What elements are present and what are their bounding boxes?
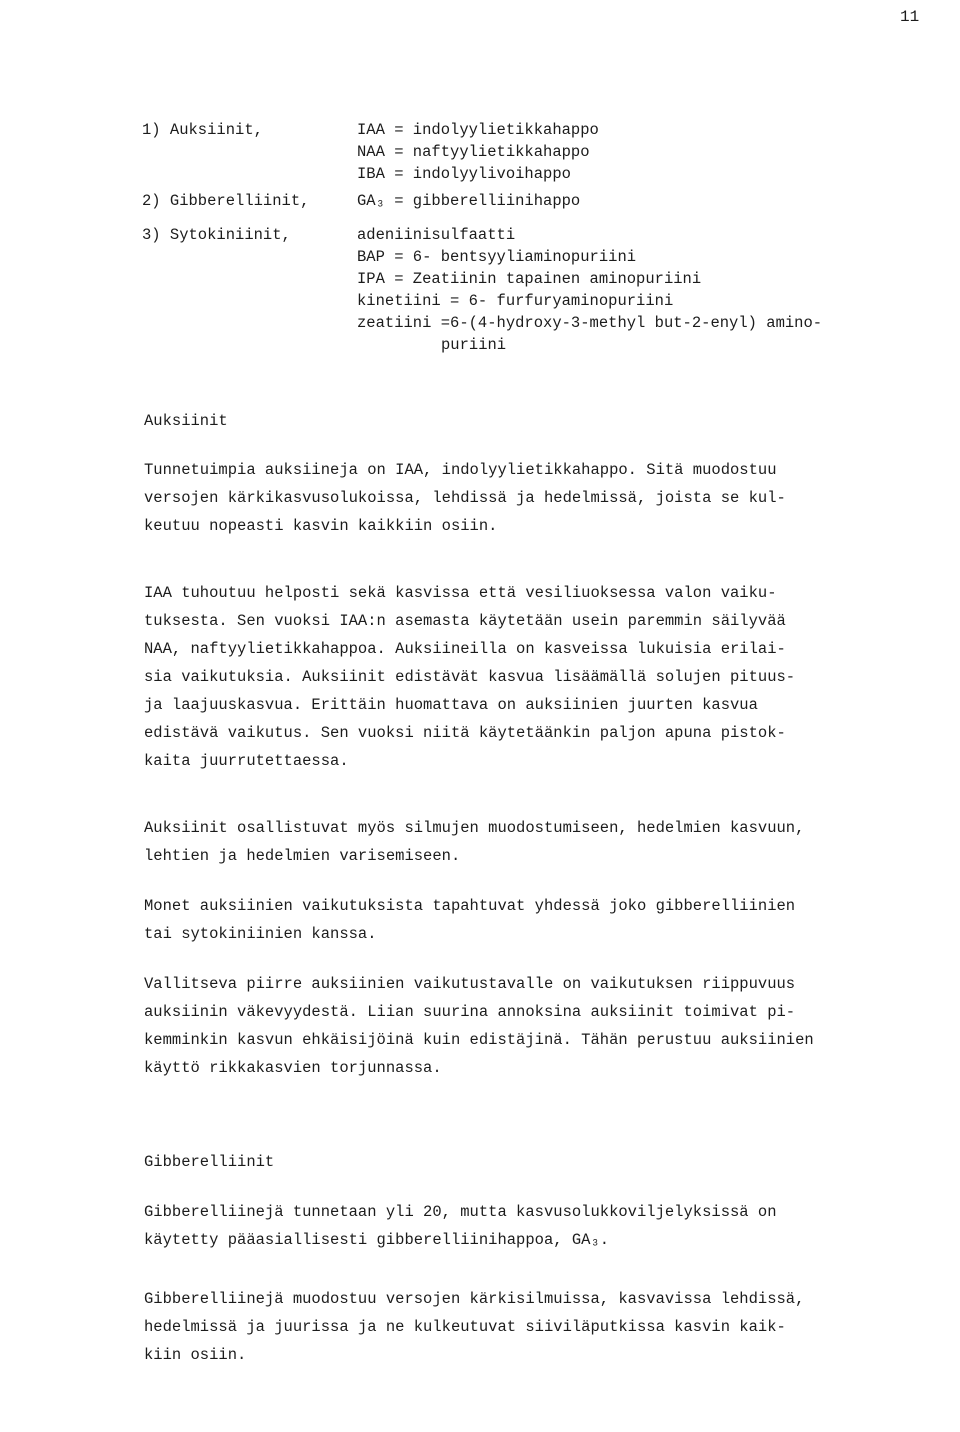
- text-line: lehtien ja hedelmien varisemiseen.: [144, 847, 461, 865]
- paragraph: [144, 814, 944, 870]
- paragraph: [144, 579, 944, 775]
- paragraph: [144, 1198, 944, 1254]
- list-entry: adeniinisulfaatti: [357, 226, 516, 244]
- text-line: auksiinin väkevyydestä. Liian suurina annoksina auksiinit toimivat pi-: [144, 1003, 796, 1021]
- list-entry: GA₃ = gibberelliinihappo: [357, 192, 581, 210]
- list-entry: BAP = 6- bentsyyliaminopuriini: [357, 248, 637, 266]
- paragraph: [144, 456, 944, 540]
- text-line: ja laajuuskasvua. Erittäin huomattava on auksiinien juurten kasvua: [144, 696, 758, 714]
- paragraph: [144, 970, 944, 1082]
- text-line: IAA tuhoutuu helposti sekä kasvissa että vesiliuoksessa valon vaiku-: [144, 584, 777, 602]
- text-line: hedelmissä ja juurissa ja ne kulkeutuvat siiviläputkissa kasvin kaik-: [144, 1318, 786, 1336]
- text-line: sia vaikutuksia. Auksiinit edistävät kasvua lisäämällä solujen pituus-: [144, 668, 796, 686]
- text-line: Gibberelliinejä tunnetaan yli 20, mutta kasvusolukkoviljelyksissä on: [144, 1203, 777, 1221]
- text-line: Auksiinit osallistuvat myös silmujen muodostumiseen, hedelmien kasvuun,: [144, 819, 805, 837]
- text-line: versojen kärkikasvusolukoissa, lehdissä ja hedelmissä, joista se kul-: [144, 489, 786, 507]
- text-line: Gibberelliinejä muodostuu versojen kärkisilmuissa, kasvavissa lehdissä,: [144, 1290, 805, 1308]
- text-line: kemminkin kasvun ehkäisijöinä kuin edistäjinä. Tähän perustuu auksiinien: [144, 1031, 814, 1049]
- list-entry: IBA = indolyylivoihappo: [357, 165, 571, 183]
- section-heading-gibberellins: Gibberelliinit: [144, 1153, 275, 1171]
- list-entry: kinetiini = 6- furfuryaminopuriini: [357, 292, 674, 310]
- list-entry: IPA = Zeatiinin tapainen aminopuriini: [357, 270, 702, 288]
- list-label-cytokinins: 3) Sytokiniinit,: [142, 226, 291, 244]
- paragraph: [144, 892, 944, 948]
- list-entry: puriini: [441, 336, 507, 354]
- text-line: käytetty pääasiallisesti gibberelliinihappoa, GA₃.: [144, 1231, 610, 1249]
- text-line: kiin osiin.: [144, 1346, 247, 1364]
- list-label-auxins: 1) Auksiinit,: [142, 121, 263, 139]
- text-line: tai sytokiniinien kanssa.: [144, 925, 377, 943]
- text-line: tuksesta. Sen vuoksi IAA:n asemasta käytetään usein paremmin säilyvää: [144, 612, 786, 630]
- text-line: Vallitseva piirre auksiinien vaikutustavalle on vaikutuksen riippuvuus: [144, 975, 796, 993]
- section-heading-auxins: Auksiinit: [144, 412, 228, 430]
- text-line: kaita juurrutettaessa.: [144, 752, 349, 770]
- list-label-gibberellins: 2) Gibberelliinit,: [142, 192, 310, 210]
- list-entry: zeatiini =6-(4-hydroxy-3-methyl but-2-enyl) amino-: [357, 314, 823, 332]
- paragraph: [144, 1285, 944, 1369]
- list-entry: IAA = indolyylietikkahappo: [357, 121, 599, 139]
- text-line: NAA, naftyylietikkahappoa. Auksiineilla on kasveissa lukuisia erilai-: [144, 640, 786, 658]
- text-line: keutuu nopeasti kasvin kaikkiin osiin.: [144, 517, 498, 535]
- page-number: 11: [900, 8, 920, 26]
- text-line: Tunnetuimpia auksiineja on IAA, indolyylietikkahappo. Sitä muodostuu: [144, 461, 777, 479]
- text-line: käyttö rikkakasvien torjunnassa.: [144, 1059, 442, 1077]
- text-line: Monet auksiinien vaikutuksista tapahtuvat yhdessä joko gibberelliinien: [144, 897, 796, 915]
- text-line: edistävä vaikutus. Sen vuoksi niitä käytetäänkin paljon apuna pistok-: [144, 724, 786, 742]
- list-entry: NAA = naftyylietikkahappo: [357, 143, 590, 161]
